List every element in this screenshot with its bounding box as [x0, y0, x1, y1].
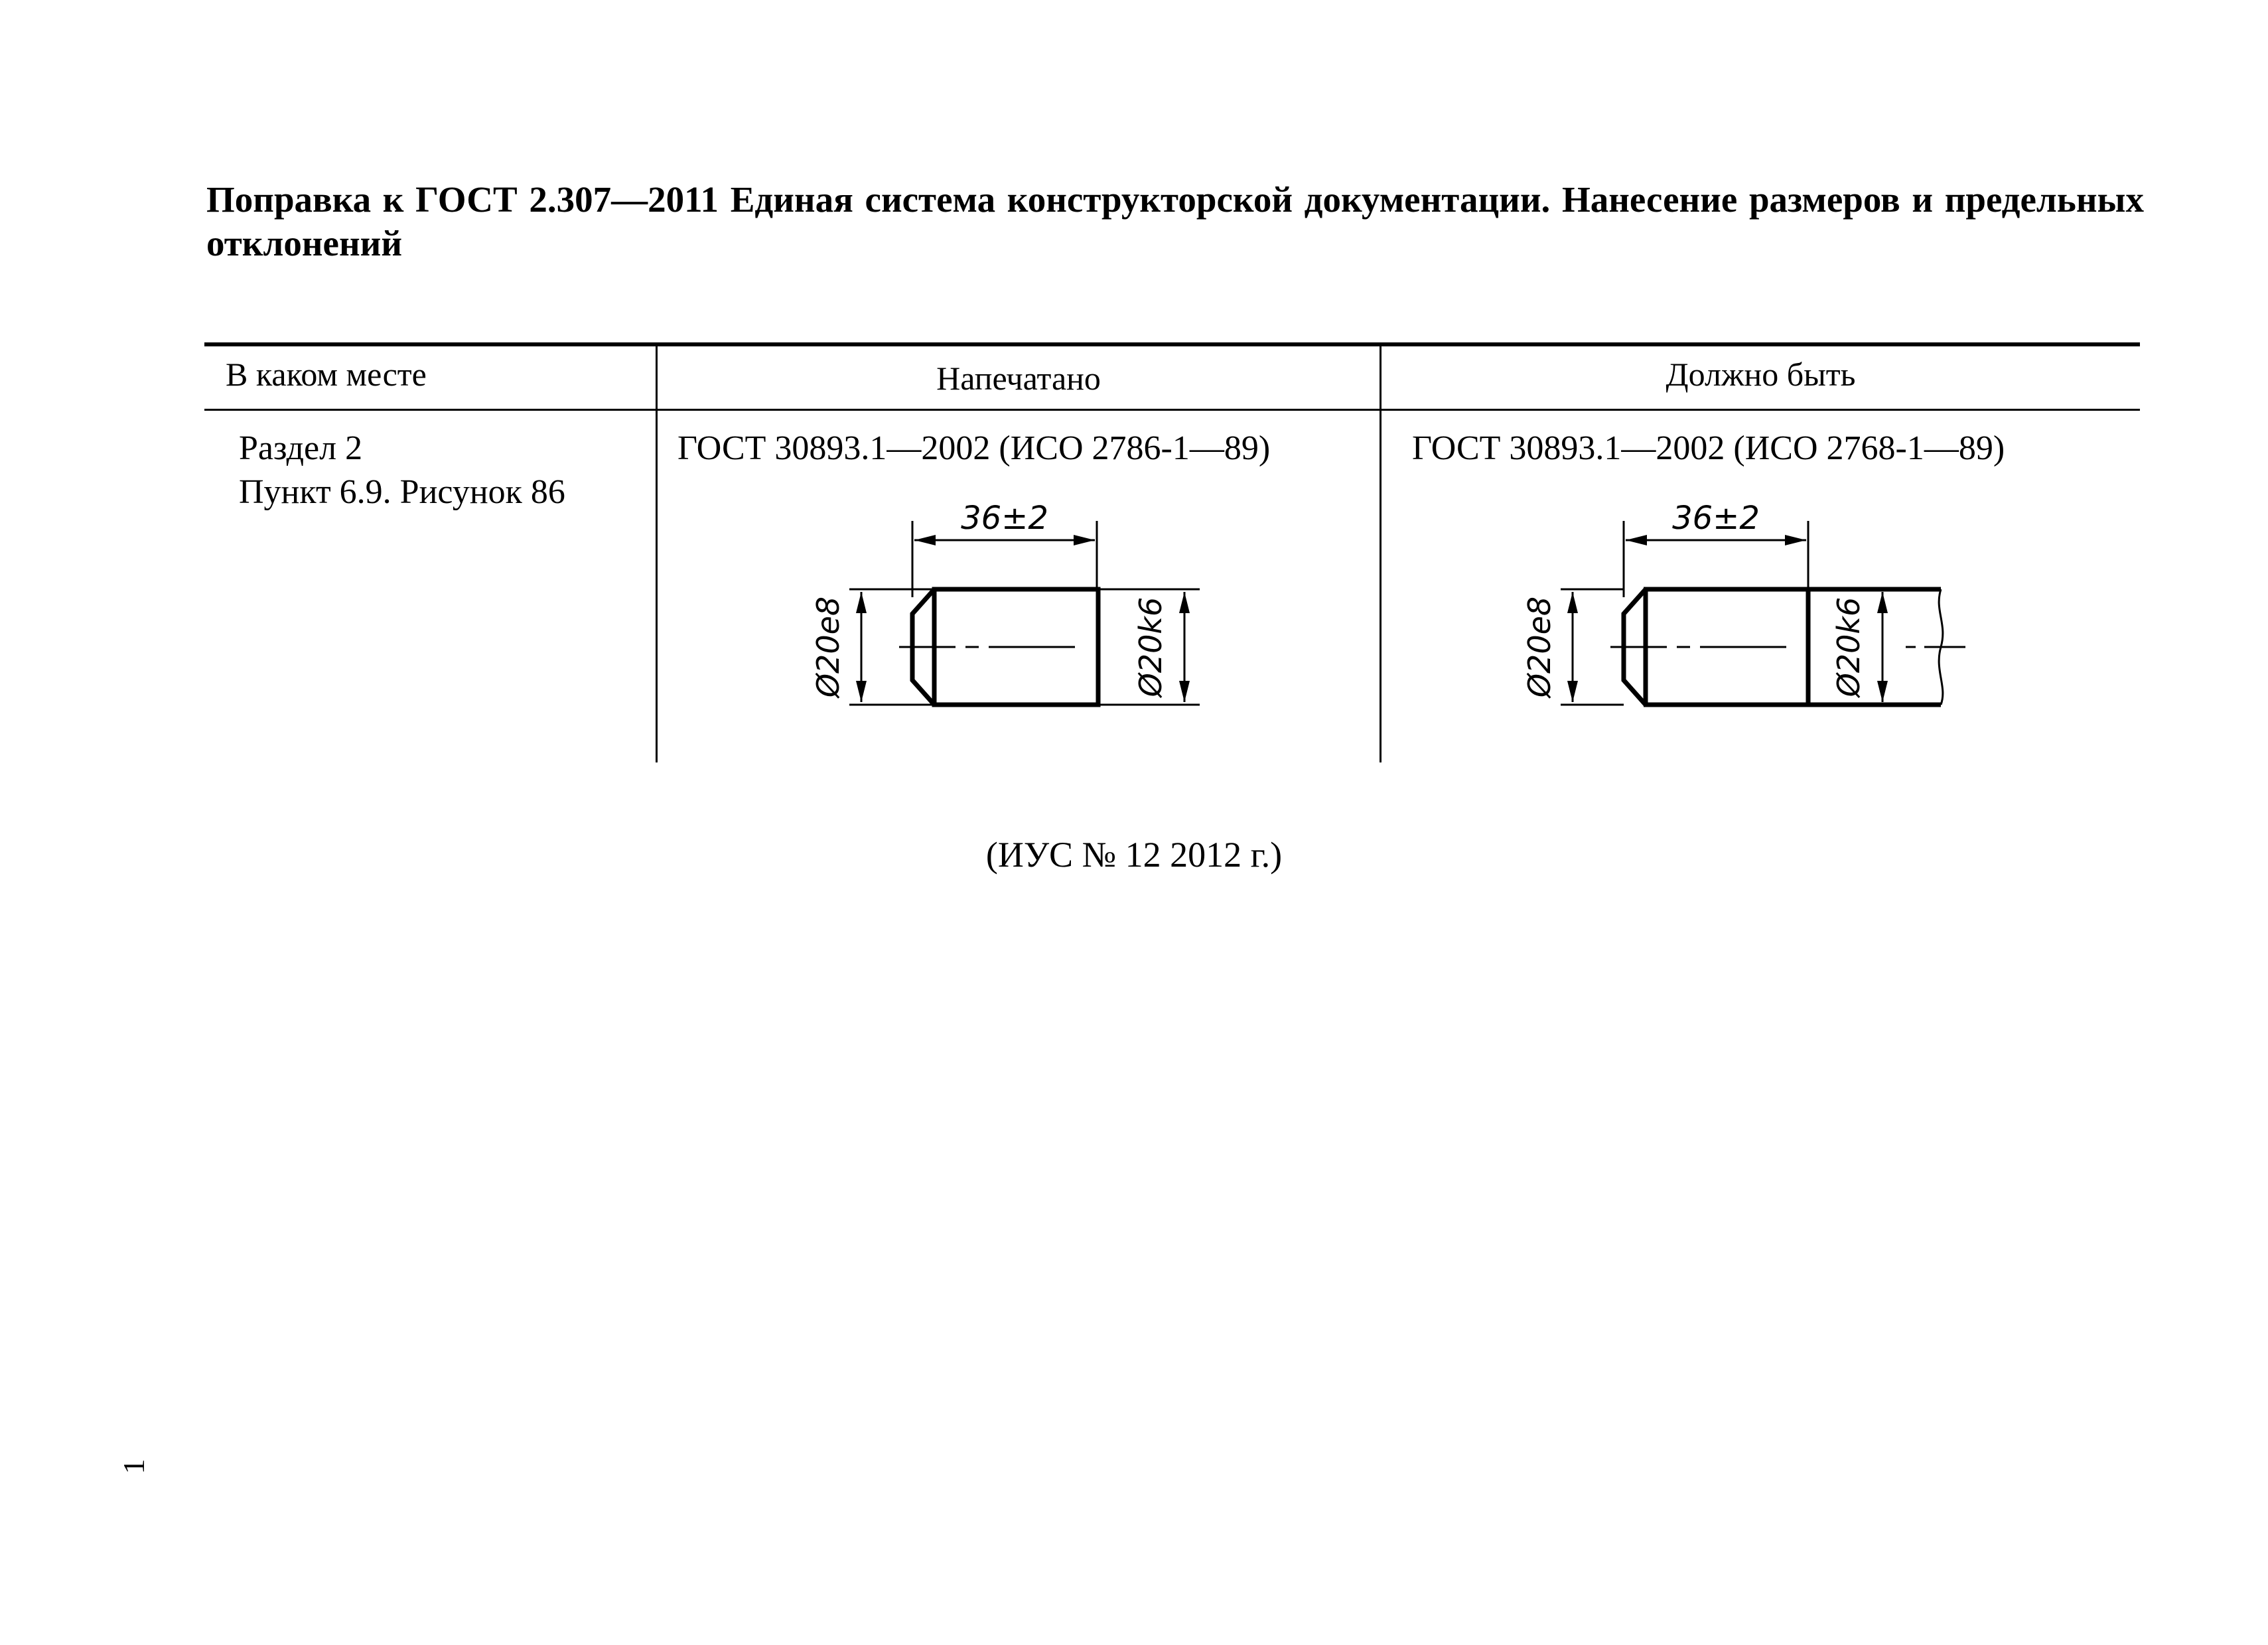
cell-where-line1: Раздел 2	[239, 429, 363, 467]
shaft-drawing-corrected	[1508, 491, 1985, 717]
document-title: Поправка к ГОСТ 2.307—2011 Единая система конструкторской документации. Нанесение размеров и предельных отклонений	[206, 179, 2144, 263]
length-dimension-label: 36±2	[961, 500, 1048, 537]
shaft-drawing-printed	[796, 491, 1208, 717]
header-printed: Напечатано	[936, 360, 1101, 397]
header-where: В каком месте	[226, 356, 427, 393]
cell-printed: ГОСТ 30893.1—2002 (ИСО 2786-1—89)	[677, 429, 1271, 467]
table-col-divider-2	[1380, 344, 1382, 762]
right-diameter-label: Ø20k6	[1133, 597, 1169, 697]
left-diameter-label: Ø20e8	[1522, 596, 1557, 698]
cell-should-be: ГОСТ 30893.1—2002 (ИСО 2768-1—89)	[1412, 429, 2005, 467]
table-header-rule	[204, 409, 2140, 411]
right-diameter-label: Ø20k6	[1831, 597, 1867, 697]
shaft-drawing-corrected-svg	[1508, 491, 1985, 717]
cell-where-line2: Пункт 6.9. Рисунок 86	[239, 473, 565, 511]
shaft-drawing-printed-svg	[796, 491, 1208, 717]
length-dimension-label: 36±2	[1672, 500, 1760, 537]
source-reference: (ИУС № 12 2012 г.)	[985, 835, 1283, 875]
page-number: 1	[117, 1459, 151, 1474]
table-col-divider-1	[656, 344, 658, 762]
table-top-rule	[204, 342, 2140, 346]
header-should-be: Должно быть	[1666, 356, 1856, 393]
left-diameter-label: Ø20e8	[810, 596, 846, 698]
